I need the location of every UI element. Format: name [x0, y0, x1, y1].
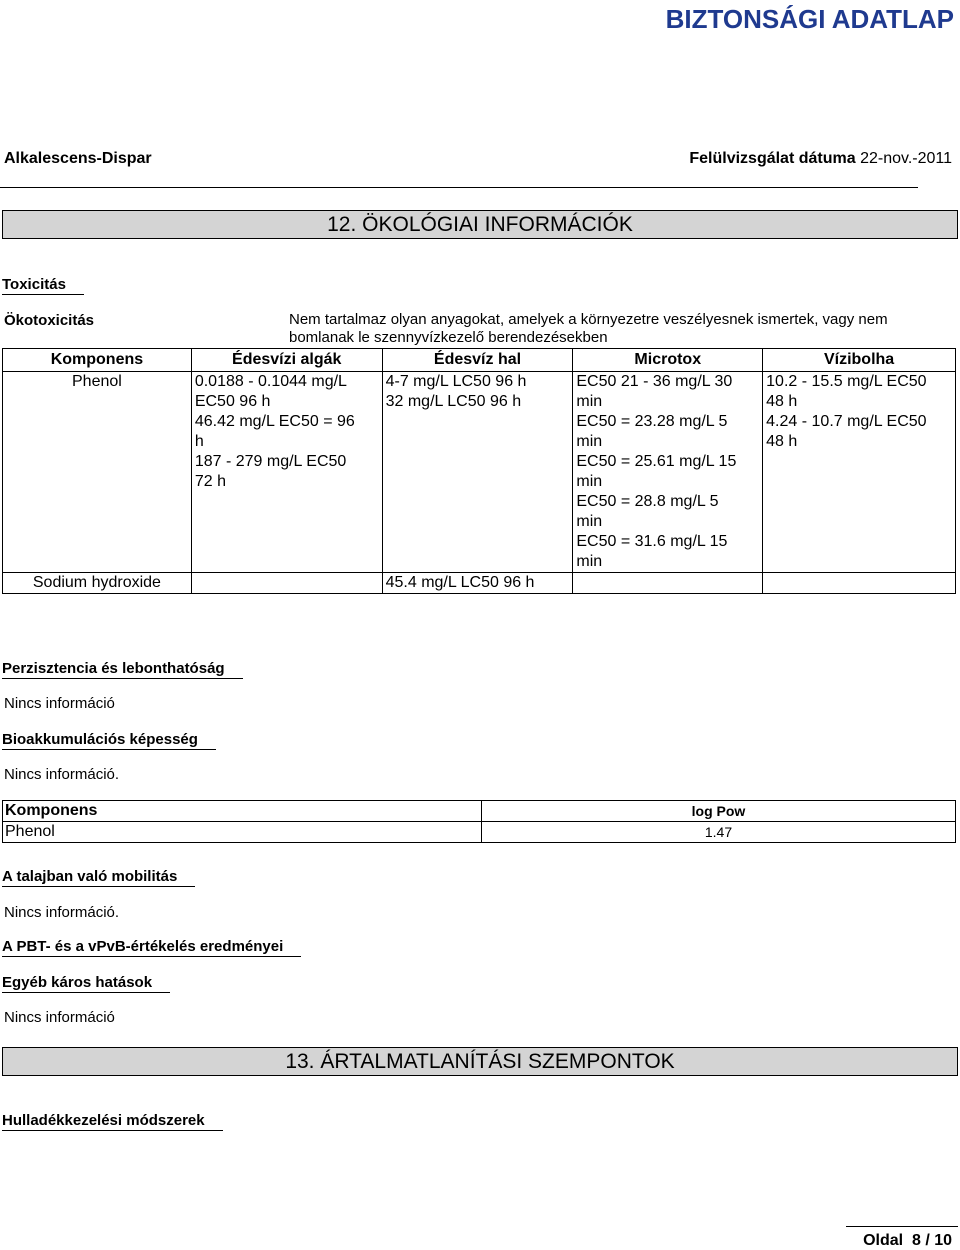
log-pow-table: [2, 800, 956, 843]
col-header-algae: Édesvízi algák: [191, 349, 382, 372]
cell-line: EC50 = 28.8 mg/L 5: [576, 493, 719, 510]
cell-fish: [382, 372, 573, 573]
log-pow-header-row: [3, 801, 956, 822]
toxicity-table: [2, 348, 956, 594]
col-header-daphnia: Vízibolha: [763, 349, 956, 372]
ecotoxicity-text: Nem tartalmaz olyan anyagokat, amelyek a környezetre veszélyesnek ismertek, vagy nem bomlanak le szennyvízkezelő berendezésekben: [289, 311, 888, 346]
cell-line: 187 - 279 mg/L EC50: [194, 453, 347, 470]
document-title: BIZTONSÁGI ADATLAP: [665, 4, 954, 34]
bioaccumulation-text: Nincs információ.: [4, 766, 120, 783]
revision-date-line: [689, 150, 952, 168]
cell-daphnia: [763, 573, 956, 594]
log-pow-header-value: log Pow: [482, 801, 956, 822]
cell-line: 10.2 - 15.5 mg/L EC50: [766, 373, 927, 390]
cell-line: EC50 21 - 36 mg/L 30: [576, 373, 733, 390]
pbt-heading: A PBT- és a vPvB-értékelés eredményei: [2, 938, 301, 957]
section-13-title: 13. ÁRTALMATLANÍTÁSI SZEMPONTOK: [2, 1047, 958, 1076]
cell-line: 72 h: [194, 473, 226, 490]
mobility-text: Nincs információ.: [4, 904, 120, 921]
other-effects-text: Nincs információ: [4, 1009, 115, 1026]
col-header-component: Komponens: [3, 349, 192, 372]
cell-line: min: [576, 433, 603, 450]
cell-line: h: [194, 433, 204, 450]
log-pow-header-component: Komponens: [3, 801, 482, 822]
page-label: Oldal: [863, 1232, 904, 1249]
cell-line: 4-7 mg/L LC50 96 h: [385, 373, 527, 390]
footer-divider: [846, 1226, 958, 1227]
col-header-microtox: Microtox: [573, 349, 763, 372]
table-row: [3, 573, 956, 594]
log-pow-value: 1.47: [482, 822, 956, 843]
cell-line: EC50 = 25.61 mg/L 15: [576, 453, 737, 470]
col-header-fish: Édesvíz hal: [382, 349, 573, 372]
cell-line: 48 h: [766, 393, 798, 410]
other-effects-heading: Egyéb káros hatások: [2, 974, 170, 993]
cell-algae: [191, 372, 382, 573]
cell-fish: [382, 573, 573, 594]
cell-line: min: [576, 513, 603, 530]
cell-line: min: [576, 473, 603, 490]
revision-date-value: 22-nov.-2011: [860, 150, 952, 167]
cell-daphnia: [763, 372, 956, 573]
cell-line: EC50 = 31.6 mg/L 15: [576, 533, 728, 550]
cell-line: 48 h: [766, 433, 798, 450]
cell-algae: [191, 573, 382, 594]
component-name: Phenol: [3, 372, 192, 573]
toxicity-table-header: [3, 349, 956, 372]
cell-line: 45.4 mg/L LC50 96 h: [385, 574, 535, 591]
cell-line: min: [576, 393, 603, 410]
product-name: Alkalescens-Dispar: [4, 150, 152, 167]
page-number: [863, 1232, 952, 1250]
cell-line: 32 mg/L LC50 96 h: [385, 393, 522, 410]
component-name: Sodium hydroxide: [3, 573, 192, 594]
toxicity-heading: Toxicitás: [2, 276, 84, 295]
persistence-text: Nincs információ: [4, 695, 115, 712]
log-pow-component: Phenol: [3, 822, 482, 843]
cell-line: EC50 96 h: [194, 393, 271, 410]
waste-treatment-heading: Hulladékkezelési módszerek: [2, 1112, 223, 1131]
cell-line: 46.42 mg/L EC50 = 96: [194, 413, 355, 430]
cell-line: EC50 = 23.28 mg/L 5: [576, 413, 728, 430]
cell-line: 0.0188 - 0.1044 mg/L: [194, 373, 347, 390]
revision-date-label: Felülvizsgálat dátuma: [689, 150, 856, 167]
persistence-heading: Perzisztencia és lebonthatóság: [2, 660, 243, 679]
page-value: 8 / 10: [911, 1232, 952, 1249]
cell-line: 4.24 - 10.7 mg/L EC50: [766, 413, 927, 430]
cell-line: min: [576, 553, 603, 570]
log-pow-row: [3, 822, 956, 843]
bioaccumulation-heading: Bioakkumulációs képesség: [2, 731, 216, 750]
table-row: [3, 372, 956, 573]
header-divider: [0, 187, 918, 188]
section-12-title: 12. ÖKOLÓGIAI INFORMÁCIÓK: [2, 210, 958, 239]
ecotoxicity-label: Ökotoxicitás: [4, 312, 95, 329]
mobility-heading: A talajban való mobilitás: [2, 868, 195, 887]
cell-microtox: [573, 573, 763, 594]
cell-microtox: [573, 372, 763, 573]
